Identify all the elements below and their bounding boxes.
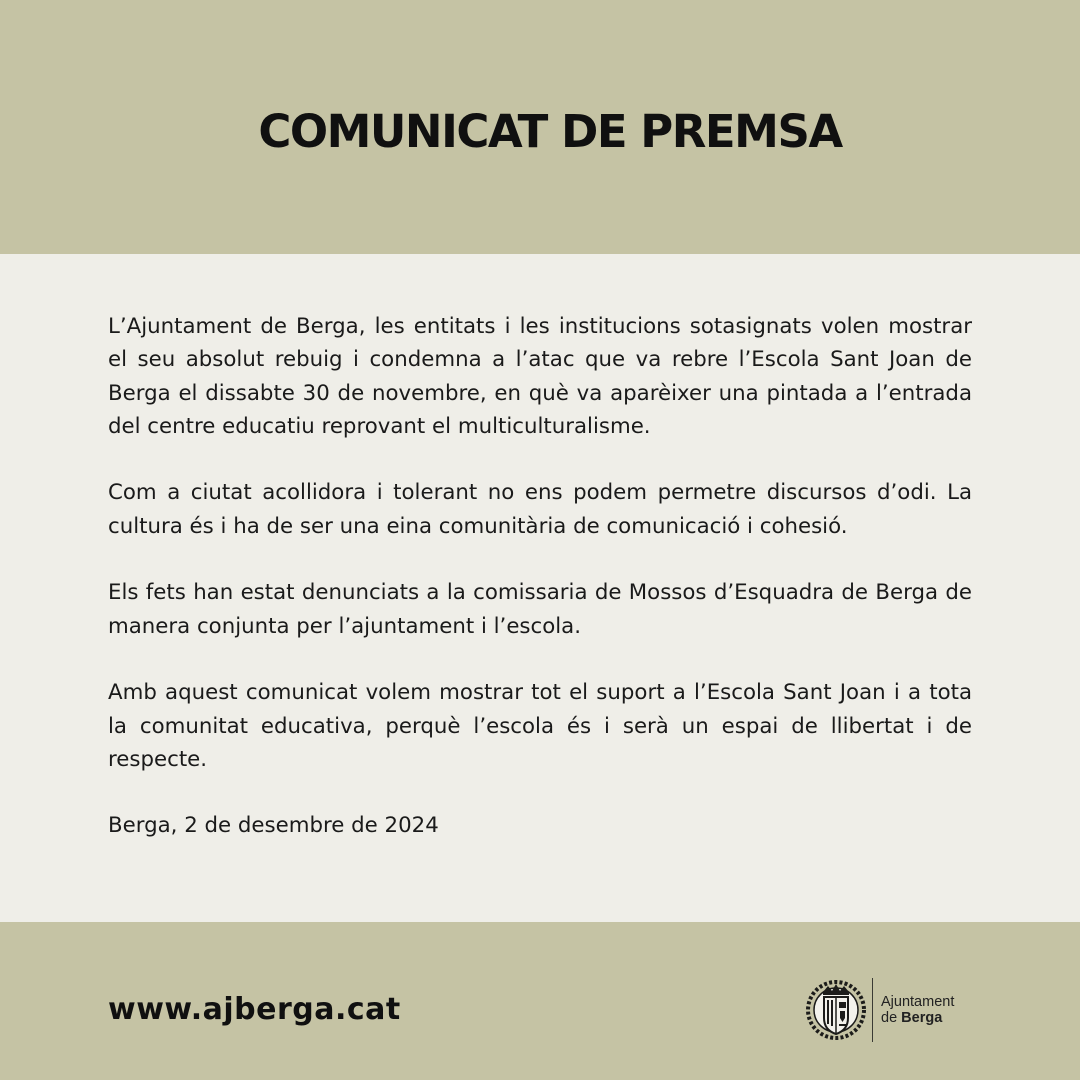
paragraph-2: Com a ciutat acollidora i tolerant no ens podem permetre discursos d’odi. La cultura és i ha de ser una eina comunitària de comunicació i cohesió. <box>108 480 972 539</box>
logo-divider <box>872 978 873 1042</box>
paragraph-1: L’Ajuntament de Berga, les entitats i les institucions sotasignats volen mostrar el seu absolut rebuig i condemna a l’atac que va rebre l’Escola Sant Joan de Berga el dissabte 30 de novembre, en què va aparèixer una pintada a l’entrada del centre educatiu reprovant el multiculturalisme. <box>108 314 972 439</box>
coat-of-arms-seal-icon <box>806 978 866 1042</box>
paragraph-3: Els fets han estat denunciats a la comissaria de Mossos d’Esquadra de Berga de manera conjunta per l’ajuntament i l’escola. <box>108 580 972 639</box>
logo-line-1: Ajuntament <box>881 994 955 1010</box>
logo-wordmark <box>881 994 954 1026</box>
logo-line-2 <box>881 1010 954 1026</box>
website-link[interactable]: www.ajberga.cat <box>108 992 401 1027</box>
logo-line-2-name: Berga <box>901 1010 943 1026</box>
page-title: COMUNICAT DE PREMSA <box>258 105 842 158</box>
date-signoff: Berga, 2 de desembre de 2024 <box>108 813 439 839</box>
paragraph-4: Amb aquest comunicat volem mostrar tot el suport a l’Escola Sant Joan i a tota la comunitat educativa, perquè l’escola és i serà un espai de llibertat i de respecte. <box>108 680 972 772</box>
ajuntament-logo <box>806 978 966 1042</box>
press-release-body <box>108 310 972 843</box>
logo-line-2-prefix: de <box>881 1010 898 1026</box>
